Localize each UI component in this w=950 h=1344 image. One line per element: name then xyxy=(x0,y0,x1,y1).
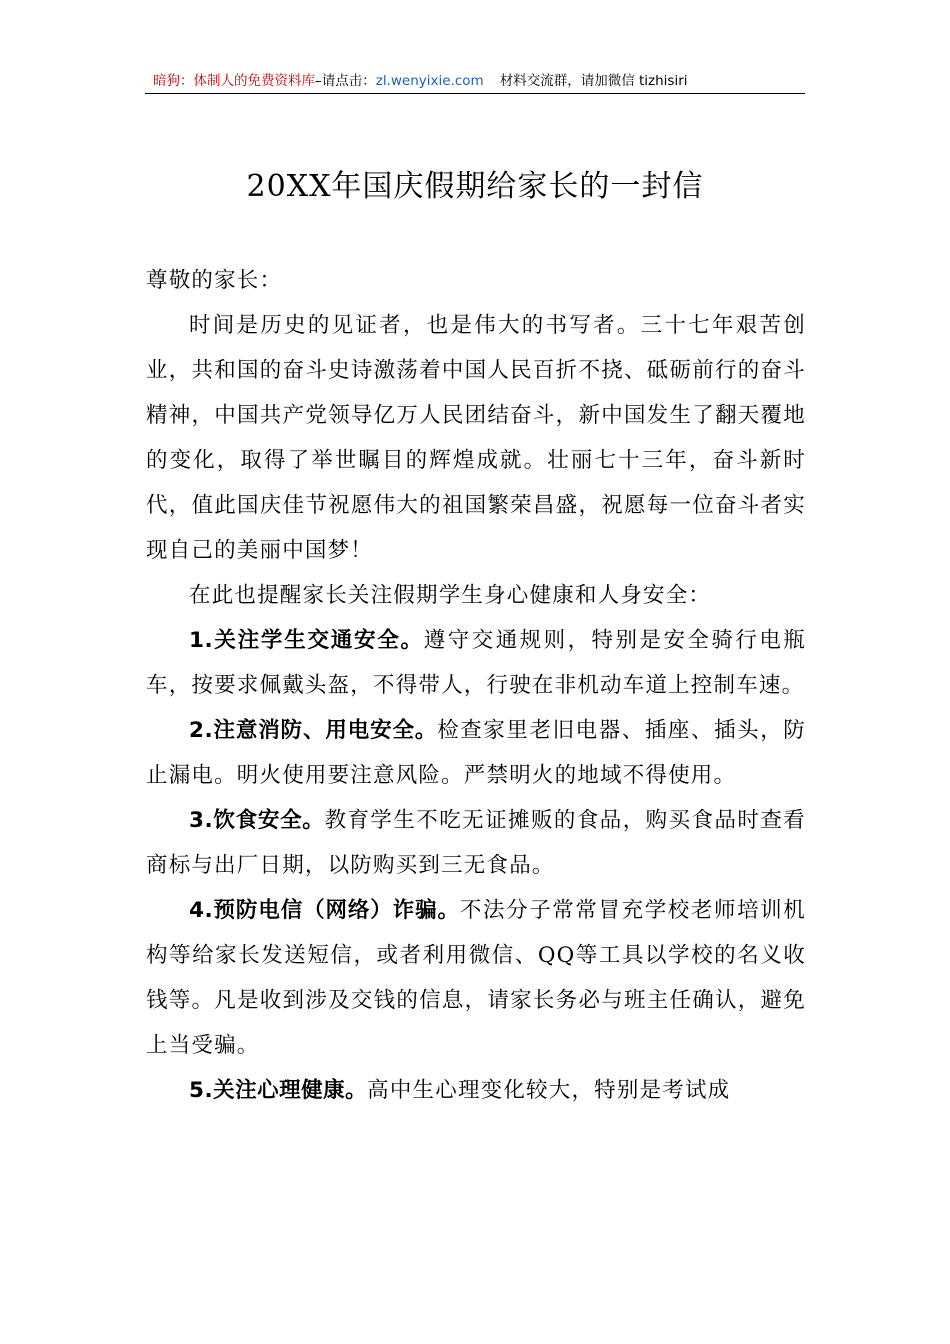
page-header xyxy=(145,70,805,94)
item-text: 教育学生不吃无证摊贩的食品，购买食品时查看商标与出厂日期，以防购买到三无食品。 xyxy=(146,808,807,878)
list-item xyxy=(146,708,806,798)
header-link[interactable]: zl.wenyixie.com xyxy=(375,73,484,89)
list-item xyxy=(146,618,806,708)
header-brand: 暗狗：体制人的免费资料库 xyxy=(153,73,315,89)
list-item xyxy=(146,1068,806,1113)
salutation: 尊敬的家长： xyxy=(146,268,283,293)
item-text: 高中生心理变化较大，特别是考试成 xyxy=(367,1078,731,1103)
item-heading: 5.关注心理健康。 xyxy=(189,1078,368,1103)
item-heading: 1.关注学生交通安全。 xyxy=(189,628,424,653)
paragraph-reminder: 在此也提醒家长关注假期学生身心健康和人身安全： xyxy=(189,583,712,608)
list-item xyxy=(146,888,806,1068)
item-heading: 3.饮食安全。 xyxy=(189,808,325,833)
item-text: 遵守交通规则，特别是安全骑行电瓶车，按要求佩戴头盔，不得带人，行驶在非机动车道上控制车速。 xyxy=(146,628,806,698)
item-heading: 4.预防电信（网络）诈骗。 xyxy=(189,898,460,923)
document-title: 20XX年国庆假期给家长的一封信 xyxy=(246,169,704,204)
document-body xyxy=(146,258,806,1113)
list-item xyxy=(146,798,806,888)
header-prompt: –请点击： xyxy=(315,73,376,89)
item-text: 不法分子常常冒充学校老师培训机构等给家长发送短信，或者利用微信、QQ等工具以学校的名义收钱等。凡是收到涉及交钱的信息，请家长务必与班主任确认，避免上当受骗。 xyxy=(146,898,806,1058)
item-text: 检查家里老旧电器、插座、插头，防止漏电。明火使用要注意风险。严禁明火的地域不得使用。 xyxy=(146,718,806,788)
paragraph-intro: 时间是历史的见证者，也是伟大的书写者。三十七年艰苦创业，共和国的奋斗史诗激荡着中国人民百折不挠、砥砺前行的奋斗精神，中国共产党领导亿万人民团结奋斗，新中国发生了翻天覆地的变化，取得了举世瞩目的辉煌成就。壮丽七十三年，奋斗新时代，值此国庆佳节祝愿伟大的祖国繁荣昌盛，祝愿每一位奋斗者实现自己的美丽中国梦！ xyxy=(146,313,806,563)
header-note: 材料交流群，请加微信 tizhisiri xyxy=(499,73,688,89)
item-heading: 2.注意消防、用电安全。 xyxy=(189,718,438,743)
